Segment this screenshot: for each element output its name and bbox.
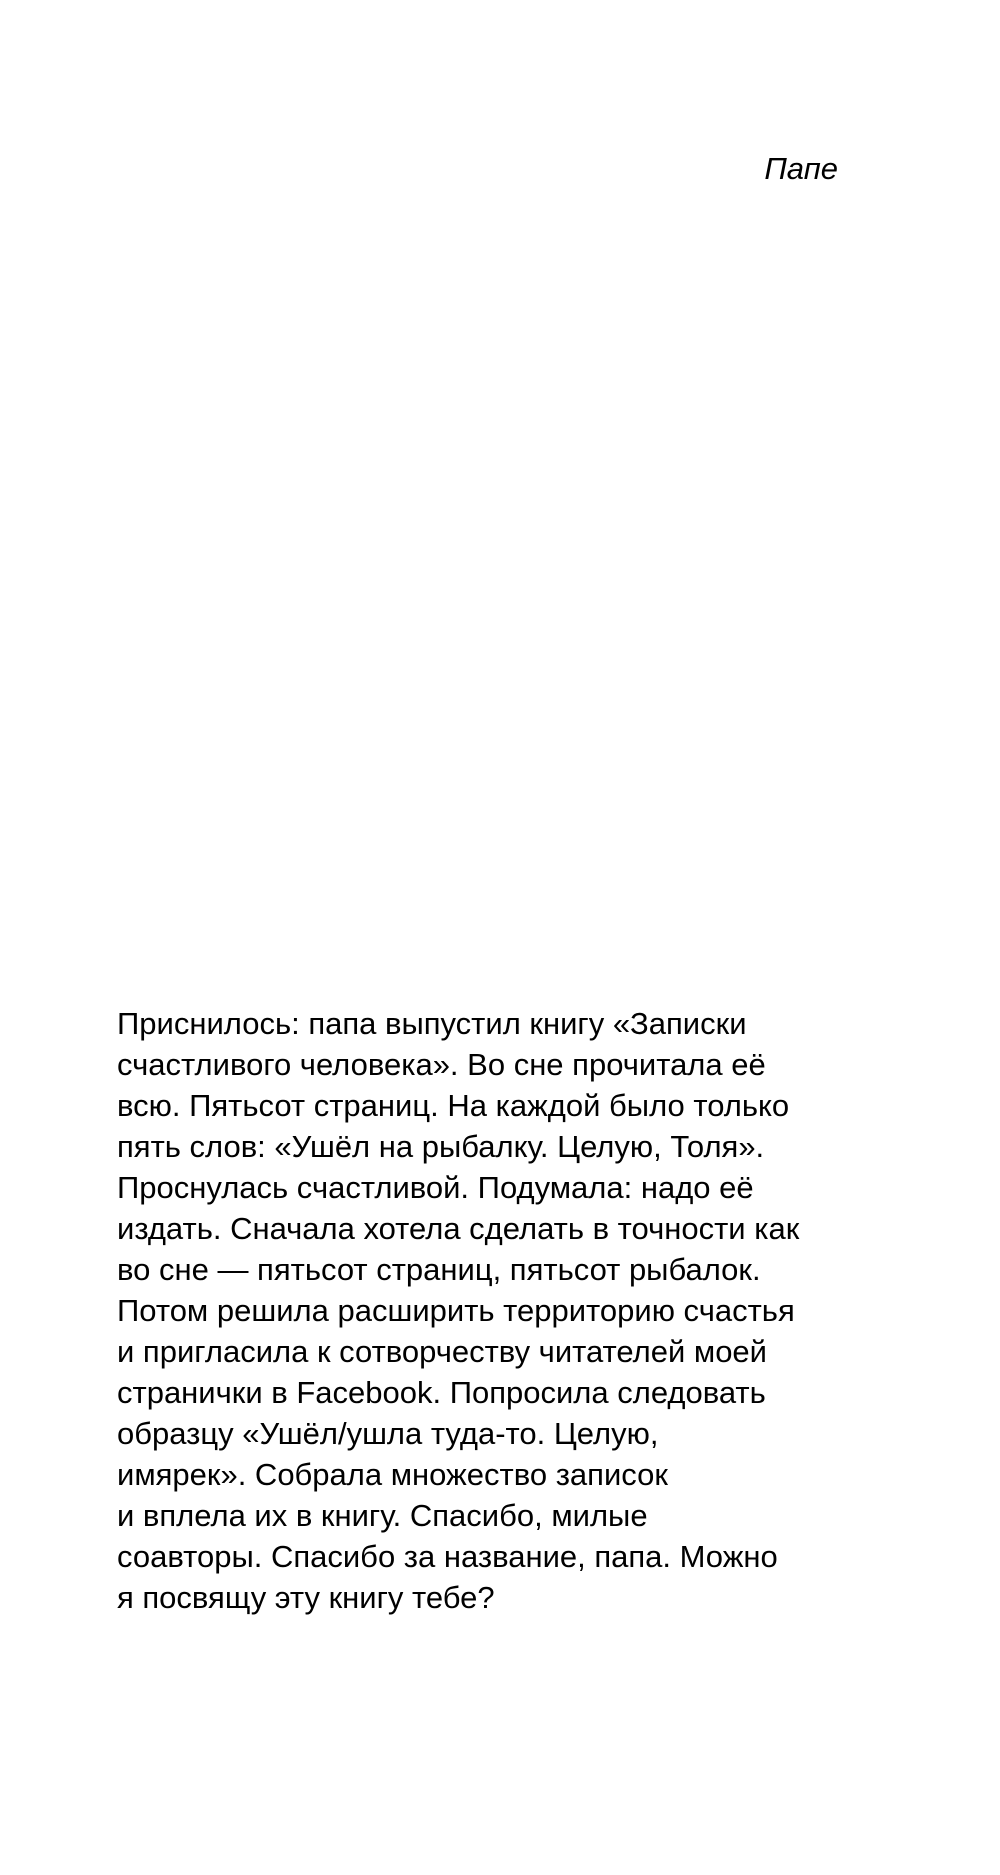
paragraph-line: соавторы. Спасибо за название, папа. Можно: [117, 1539, 778, 1574]
preface-paragraph: [117, 1003, 877, 1618]
paragraph-line: имярек». Собрала множество записок: [117, 1457, 668, 1492]
paragraph-line: издать. Сначала хотела сделать в точности как: [117, 1211, 800, 1246]
paragraph-line: Проснулась счастливой. Подумала: надо её: [117, 1170, 754, 1205]
paragraph-line: пять слов: «Ушёл на рыбалку. Целую, Толя».: [117, 1129, 765, 1164]
paragraph-line: странички в Facebook. Попросила следовать: [117, 1375, 766, 1410]
paragraph-line: счастливого человека». Во сне прочитала её: [117, 1047, 766, 1082]
paragraph-line: Потом решила расширить территорию счастья: [117, 1293, 795, 1328]
paragraph-line: и пригласила к сотворчеству читателей моей: [117, 1334, 767, 1369]
paragraph-line: и вплела их в книгу. Спасибо, милые: [117, 1498, 648, 1533]
paragraph-line: образцу «Ушёл/ушла туда-то. Целую,: [117, 1416, 659, 1451]
paragraph-line: я посвящу эту книгу тебе?: [117, 1580, 495, 1615]
paragraph-line: во сне — пятьсот страниц, пятьсот рыбалок.: [117, 1252, 761, 1287]
dedication-text: Папе: [764, 151, 838, 186]
paragraph-line: всю. Пятьсот страниц. На каждой было только: [117, 1088, 790, 1123]
paragraph-line: Приснилось: папа выпустил книгу «Записки: [117, 1006, 747, 1041]
